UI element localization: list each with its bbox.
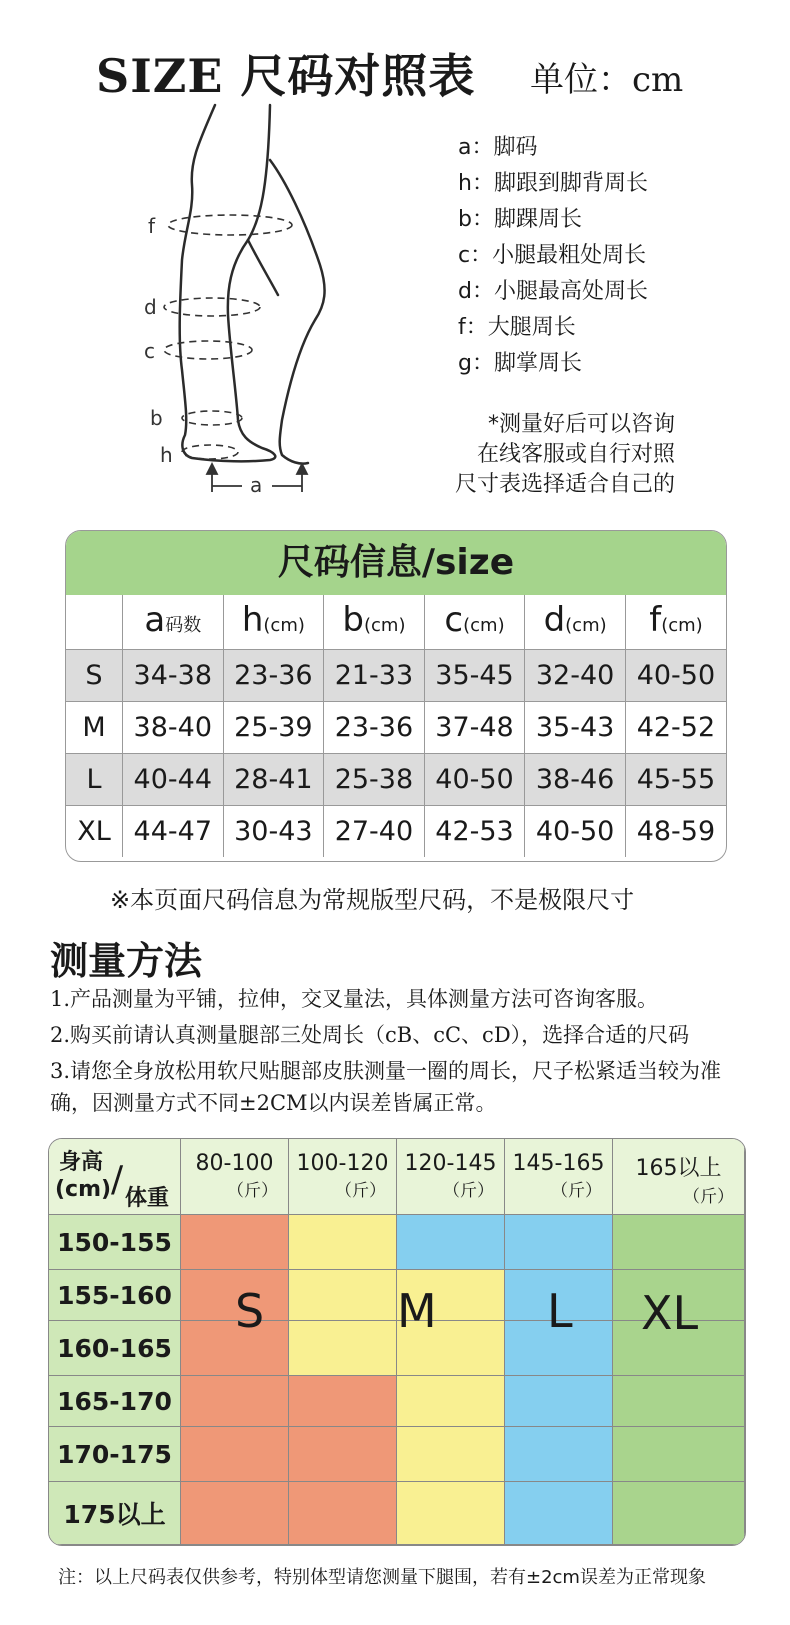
column-header-d: d(cm) — [525, 595, 626, 650]
legend-item: c：小腿最粗处周长 — [458, 243, 647, 268]
size-cell — [289, 1376, 397, 1427]
method-item: 1.产品测量为平铺，拉伸，交叉量法，具体测量方法可咨询客服。 — [50, 987, 659, 1011]
size-cell — [181, 1376, 289, 1427]
size-cell — [505, 1376, 613, 1427]
column-header-f: f(cm) — [625, 595, 726, 650]
size-table-heading: 尺码信息/size — [66, 531, 726, 595]
size-cell — [397, 1482, 505, 1545]
diagram-label-b: b — [150, 406, 163, 430]
size-cell — [613, 1376, 745, 1427]
legend-item: g：脚掌周长 — [458, 351, 582, 376]
size-cell — [181, 1427, 289, 1482]
weight-column-header: 80-100 （斤） — [181, 1139, 289, 1215]
height-row-header: 170-175 — [49, 1427, 181, 1482]
footnote: 注：以上尺码表仅供参考，特别体型请您测量下腿围，若有±2cm误差为正常现象 — [58, 1567, 706, 1588]
size-table-header-row — [66, 595, 726, 650]
weight-column-header: 145-165 （斤） — [505, 1139, 613, 1215]
height-row-header: 175以上 — [49, 1482, 181, 1545]
legend-item: f：大腿周长 — [458, 315, 576, 340]
size-cell — [289, 1427, 397, 1482]
diagram-label-h: h — [160, 443, 173, 467]
column-header-b: b(cm) — [324, 595, 425, 650]
size-cell — [289, 1321, 397, 1376]
size-zone-label: M — [397, 1284, 437, 1338]
column-header-h: h(cm) — [223, 595, 324, 650]
height-row-header: 155-160 — [49, 1270, 181, 1321]
unit-label: 单位：cm — [530, 60, 684, 100]
corner-height: 身高 — [59, 1150, 104, 1175]
size-cell — [289, 1270, 397, 1321]
leg-measurement-illustration — [130, 100, 360, 500]
table-row: M 38-40 25-39 23-36 37-48 35-43 42-52 — [66, 702, 726, 754]
size-cell — [397, 1427, 505, 1482]
size-cell — [181, 1482, 289, 1545]
table-row: L 40-44 28-41 25-38 40-50 38-46 45-55 — [66, 754, 726, 806]
corner-weight: 体重 — [125, 1186, 170, 1211]
corner-slash: / — [111, 1159, 124, 1200]
height-row-header: 165-170 — [49, 1376, 181, 1427]
size-cell — [505, 1427, 613, 1482]
diagram-label-f: f — [148, 214, 156, 238]
table-row: XL 44-47 30-43 27-40 42-53 40-50 48-59 — [66, 806, 726, 858]
consult-note: *测量好后可以咨询 在线客服或自行对照 尺寸表选择适合自己的 — [454, 412, 675, 497]
size-cell — [613, 1215, 745, 1270]
size-cell — [505, 1482, 613, 1545]
size-info-table — [65, 530, 727, 862]
table-row: S 34-38 23-36 21-33 35-45 32-40 40-50 — [66, 650, 726, 702]
method-item: 3.请您全身放松用软尺贴腿部皮肤测量一圈的周长，尺子松紧适当较为准确，因测量方式不同±2CM以内误差皆属正常。 — [50, 1059, 722, 1115]
height-row-header: 150-155 — [49, 1215, 181, 1270]
legend-item: h：脚跟到脚背周长 — [458, 171, 648, 196]
size-zone-label: XL — [641, 1286, 699, 1340]
method-item: 2.购买前请认真测量腿部三处周长（cB、cC、cD），选择合适的尺码 — [50, 1023, 690, 1047]
size-cell — [505, 1215, 613, 1270]
size-cell — [613, 1427, 745, 1482]
height-row-header: 160-165 — [49, 1321, 181, 1376]
measurement-legend — [458, 130, 648, 382]
size-zone-label: S — [235, 1284, 265, 1338]
height-weight-chart — [48, 1138, 746, 1546]
legend-item: a：脚码 — [458, 135, 538, 160]
diagram-label-c: c — [144, 339, 155, 363]
size-cell — [613, 1482, 745, 1545]
page-title: SIZE 尺码对照表 — [96, 49, 476, 103]
legend-item: b：脚踝周长 — [458, 207, 582, 232]
size-zone-label: L — [547, 1284, 573, 1338]
legend-item: d：小腿最高处周长 — [458, 279, 648, 304]
size-cell — [289, 1215, 397, 1270]
size-cell — [397, 1215, 505, 1270]
column-header-c: c(cm) — [424, 595, 525, 650]
size-cell — [289, 1482, 397, 1545]
chart-corner-header — [49, 1139, 181, 1215]
column-header-a: a码数 — [123, 595, 224, 650]
size-cell — [181, 1215, 289, 1270]
diagram-label-d: d — [144, 295, 157, 319]
weight-column-header: 100-120 （斤） — [289, 1139, 397, 1215]
weight-column-header: 120-145 （斤） — [397, 1139, 505, 1215]
size-disclaimer: ※本页面尺码信息为常规版型尺码，不是极限尺寸 — [110, 886, 635, 914]
diagram-label-a: a — [250, 473, 263, 497]
corner-unit: (cm) — [55, 1177, 112, 1202]
weight-column-header: 165以上 （斤） — [613, 1139, 745, 1215]
method-title: 测量方法 — [50, 938, 203, 983]
size-cell — [397, 1376, 505, 1427]
